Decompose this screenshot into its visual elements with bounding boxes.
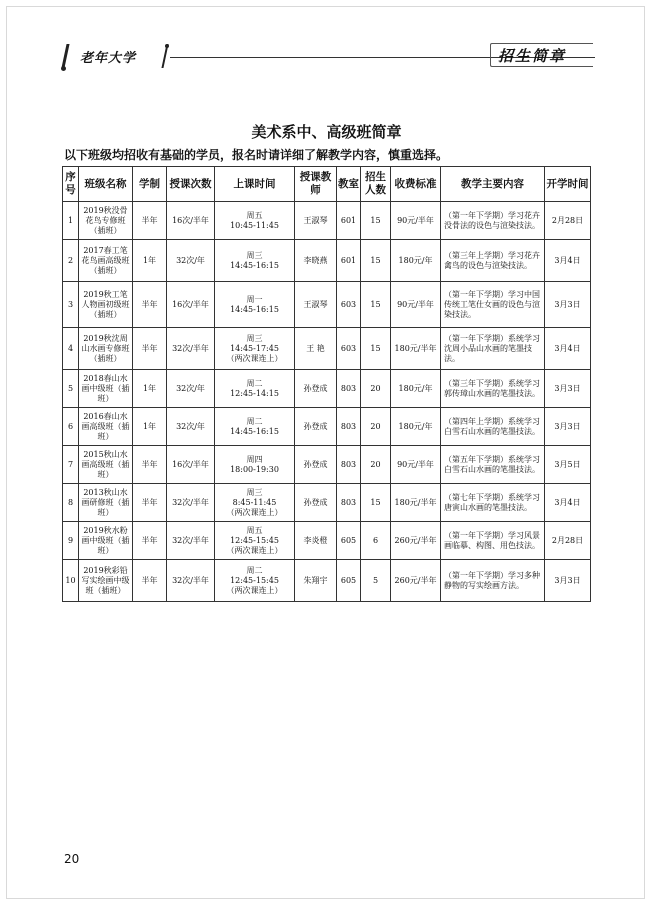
cell-start-date: 3月5日 [545,446,591,484]
cell-number: 9 [63,522,79,560]
cell-sessions: 32次/半年 [167,484,215,522]
cell-quota: 6 [361,522,391,560]
cell-duration: 1年 [133,240,167,282]
page-title: 美术系中、高级班简章 [251,123,402,141]
cell-duration: 半年 [133,202,167,240]
cell-duration: 半年 [133,328,167,370]
cell-room: 803 [337,408,361,446]
cell-number: 6 [63,408,79,446]
header-cell: 收费标准 [391,167,441,202]
cell-schedule: 周四 18:00-19:30 [215,446,295,484]
cell-fee: 90元/半年 [391,202,441,240]
cell-start-date: 3月3日 [545,370,591,408]
header-cell: 授课次数 [167,167,215,202]
cell-class-name: 2019秋水粉画中级班（插班） [79,522,133,560]
cell-number: 2 [63,240,79,282]
cell-content: （第七年下学期）系统学习唐寅山水画的笔墨技法。 [441,484,545,522]
cell-fee: 260元/半年 [391,560,441,602]
cell-content: （第一年下学期）系统学习沈周小品山水画的笔墨技法。 [441,328,545,370]
header-right-title: 招生简章 [498,47,567,65]
cell-quota: 15 [361,282,391,328]
cell-sessions: 32次/半年 [167,522,215,560]
cell-room: 605 [337,522,361,560]
cell-start-date: 2月28日 [545,202,591,240]
cell-sessions: 16次/半年 [167,446,215,484]
cell-duration: 半年 [133,522,167,560]
cell-room: 603 [337,282,361,328]
cell-fee: 260元/半年 [391,522,441,560]
header-mid-mark-dot [165,44,169,48]
cell-schedule: 周二 12:45-15:45 （两次课连上） [215,560,295,602]
cell-content: （第一年下学期）学习多种静物的写实绘画方法。 [441,560,545,602]
cell-room: 803 [337,370,361,408]
cell-fee: 180元/年 [391,370,441,408]
cell-duration: 半年 [133,484,167,522]
cell-quota: 20 [361,446,391,484]
cell-room: 803 [337,446,361,484]
cell-schedule: 周三 14:45-16:15 [215,240,295,282]
table-row [63,484,591,522]
cell-start-date: 3月4日 [545,328,591,370]
cell-fee: 180元/半年 [391,484,441,522]
table-row [63,408,591,446]
cell-duration: 1年 [133,408,167,446]
cell-sessions: 32次/半年 [167,560,215,602]
cell-start-date: 3月4日 [545,484,591,522]
cell-content: （第五年下学期）系统学习白雪石山水画的笔墨技法。 [441,446,545,484]
cell-schedule: 周三 14:45-17:45 （两次课连上） [215,328,295,370]
header-cell: 上课时间 [215,167,295,202]
cell-content: （第三年下学期）系统学习郭传璋山水画的笔墨技法。 [441,370,545,408]
cell-number: 10 [63,560,79,602]
cell-teacher: 李炎橙 [295,522,337,560]
cell-class-name: 2013秋山水画研修班（插班） [79,484,133,522]
cell-class-name: 2018春山水画中级班（插班） [79,370,133,408]
table-body [63,202,591,602]
table-row [63,446,591,484]
cell-schedule: 周一 14:45-16:15 [215,282,295,328]
cell-quota: 15 [361,202,391,240]
cell-class-name: 2017春工笔花鸟画高级班（插班） [79,240,133,282]
cell-number: 1 [63,202,79,240]
cell-start-date: 3月3日 [545,408,591,446]
cell-sessions: 32次/年 [167,370,215,408]
cell-number: 4 [63,328,79,370]
cell-duration: 半年 [133,282,167,328]
cell-content: （第一年下学期）学习中国传统工笔仕女画的设色与渲染技法。 [441,282,545,328]
cell-class-name: 2015秋山水画高级班（插班） [79,446,133,484]
header-cell: 教室 [337,167,361,202]
cell-schedule: 周二 12:45-14:15 [215,370,295,408]
header-cell: 开学时间 [545,167,591,202]
cell-start-date: 3月3日 [545,560,591,602]
cell-class-name: 2019秋彩铅写实绘画中级班（插班） [79,560,133,602]
header-cell: 招生人数 [361,167,391,202]
cell-teacher: 王 艳 [295,328,337,370]
cell-start-date: 3月3日 [545,282,591,328]
cell-quota: 5 [361,560,391,602]
cell-teacher: 李晓燕 [295,240,337,282]
cell-class-name: 2019秋没骨花鸟专修班（插班） [79,202,133,240]
cell-sessions: 32次/年 [167,240,215,282]
table-row [63,240,591,282]
cell-teacher: 王淑琴 [295,202,337,240]
cell-number: 5 [63,370,79,408]
cell-sessions: 16次/半年 [167,282,215,328]
cell-teacher: 朱翔宇 [295,560,337,602]
header-cell: 授课教师 [295,167,337,202]
cell-duration: 1年 [133,370,167,408]
cell-teacher: 孙登成 [295,484,337,522]
cell-sessions: 32次/年 [167,408,215,446]
page-number: 20 [64,852,80,866]
header-left-title: 老年大学 [80,51,137,66]
cell-teacher: 孙登成 [295,408,337,446]
table-row [63,202,591,240]
table-row [63,370,591,408]
cell-schedule: 周五 10:45-11:45 [215,202,295,240]
cell-schedule: 周二 14:45-16:15 [215,408,295,446]
cell-room: 603 [337,328,361,370]
cell-content: （第一年下学期）学习风景画临摹、构图、用色技法。 [441,522,545,560]
cell-quota: 15 [361,484,391,522]
cell-teacher: 孙登成 [295,370,337,408]
intro-text: 以下班级均招收有基础的学员，报名时请详细了解教学内容，慎重选择。 [64,148,449,162]
cell-teacher: 孙登成 [295,446,337,484]
table-row [63,522,591,560]
cell-quota: 20 [361,408,391,446]
cell-content: （第四年上学期）系统学习白雪石山水画的笔墨技法。 [441,408,545,446]
header-left-mark-dot [61,66,66,71]
cell-room: 605 [337,560,361,602]
cell-fee: 180元/半年 [391,328,441,370]
cell-class-name: 2016春山水画高级班（插班） [79,408,133,446]
table-row [63,560,591,602]
cell-teacher: 王淑琴 [295,282,337,328]
cell-room: 601 [337,240,361,282]
cell-room: 803 [337,484,361,522]
cell-fee: 90元/半年 [391,282,441,328]
cell-duration: 半年 [133,446,167,484]
cell-fee: 180元/年 [391,240,441,282]
cell-sessions: 32次/半年 [167,328,215,370]
table-row [63,282,591,328]
cell-class-name: 2019秋工笔人物画初级班（插班） [79,282,133,328]
cell-number: 3 [63,282,79,328]
cell-schedule: 周三 8:45-11:45 （两次课连上） [215,484,295,522]
header-cell: 教学主要内容 [441,167,545,202]
cell-content: （第三年上学期）学习花卉禽鸟的设色与渲染技法。 [441,240,545,282]
cell-content: （第一年下学期）学习花卉没骨法的设色与渲染技法。 [441,202,545,240]
cell-start-date: 2月28日 [545,522,591,560]
header-cell: 学制 [133,167,167,202]
cell-schedule: 周五 12:45-15:45 （两次课连上） [215,522,295,560]
table-header-row [63,167,591,202]
cell-sessions: 16次/半年 [167,202,215,240]
cell-fee: 180元/年 [391,408,441,446]
cell-number: 7 [63,446,79,484]
header-cell: 班级名称 [79,167,133,202]
cell-quota: 15 [361,240,391,282]
cell-duration: 半年 [133,560,167,602]
cell-quota: 15 [361,328,391,370]
cell-number: 8 [63,484,79,522]
cell-quota: 20 [361,370,391,408]
course-table [62,166,591,602]
cell-fee: 90元/半年 [391,446,441,484]
cell-room: 601 [337,202,361,240]
cell-start-date: 3月4日 [545,240,591,282]
header-cell: 序号 [63,167,79,202]
table-row [63,328,591,370]
cell-class-name: 2019秋沈周山水画专修班（插班） [79,328,133,370]
